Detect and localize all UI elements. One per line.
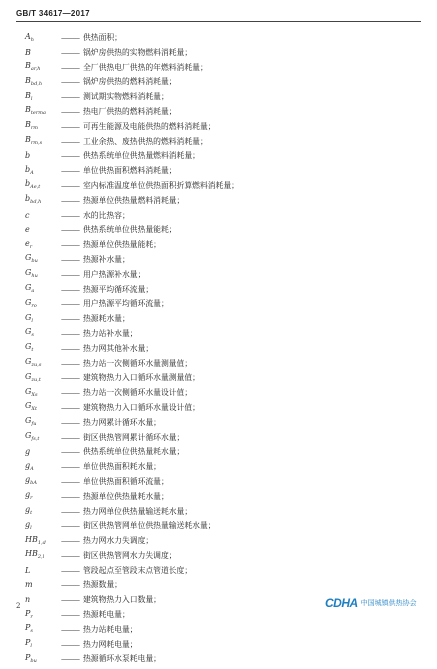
symbol-description: 锅炉房供热的燃料消耗量； [83,77,177,87]
symbol-description: 锅炉房供热的实物燃料消耗量； [83,47,193,57]
symbol-letter: g [25,447,31,457]
symbol-description: 热源补水量； [83,254,130,264]
symbol-row [25,490,425,505]
em-dash: ——— [61,329,79,338]
symbol-subscript: zu,t [31,376,41,383]
em-dash: ——— [61,359,79,368]
symbol-subscript: bd,h [30,80,43,87]
em-dash: ——— [61,566,79,575]
em-dash: ——— [61,78,79,87]
symbol-row [25,416,425,431]
symbol-row [25,652,425,667]
em-dash: ——— [61,300,79,309]
symbol-subscript: Ae,t [30,184,41,191]
symbol-letter: G [25,386,32,396]
symbol-description: 热力网单位供热量输送耗水量； [83,506,193,516]
symbol-row [25,312,425,327]
symbol [25,209,61,224]
publisher-name: 中国城镇供热协会 [360,600,417,607]
symbol-description: 单位供热面积燃料消耗量； [83,166,177,176]
header-rule [16,21,421,22]
symbol-letter: B [25,47,31,57]
symbol-row [25,623,425,638]
em-dash: ——— [61,344,79,353]
symbol-description: 热力网水力失调度； [83,536,154,546]
symbol-subscript: bd,h [30,199,42,206]
symbol-row [25,223,425,238]
symbol-row [25,61,425,76]
symbol-subscript: bu [30,657,37,664]
symbol-row [25,578,425,593]
symbol-description: 单位供热面积循环流量； [83,476,169,486]
symbol-description: 热力站补水量； [83,328,138,338]
symbol-description: 管段起点至管段末点管道长度； [83,565,193,575]
symbol-description: 热力网累计循环水量； [83,417,161,427]
symbol-letter: B [25,75,31,85]
symbol-row [25,268,425,283]
symbol-row [25,105,425,120]
symbol [25,192,61,210]
symbol-subscript: r [30,613,33,620]
symbol-letter: n [25,595,31,605]
symbol-row [25,445,425,460]
em-dash: ——— [61,389,79,398]
symbol-subscript: fu [31,421,37,428]
em-dash: ——— [61,152,79,161]
symbol [25,133,61,151]
symbol-letter: L [25,565,31,575]
symbol-subscript: zu,s [31,362,42,369]
symbol-letter: G [25,371,32,381]
symbol-description: 供热系统单位供热量燃料消耗量； [83,151,200,161]
symbol-letter: b [25,151,31,161]
em-dash: ——— [61,611,79,620]
symbol-subscript: r [29,243,33,250]
symbol [25,429,61,447]
symbol-subscript: 2,l [37,554,45,561]
symbol-description: 全厂供热电厂供热的年燃料消耗量； [83,62,208,72]
symbol-description: 热源循环水泵耗电量； [83,654,161,664]
em-dash: ——— [61,93,79,102]
symbol-row [25,253,425,268]
symbol-subscript: bu [31,258,38,265]
em-dash: ——— [61,403,79,412]
symbol-letter: b [25,194,31,204]
em-dash: ——— [61,63,79,72]
page-number: 2 [16,602,21,610]
symbol-letter: G [25,327,32,337]
symbol-row [25,238,425,253]
symbol-letter: e [25,238,30,248]
symbol-subscript: bA [30,480,37,487]
symbol-description: 热源平均循环流量； [83,284,154,294]
symbol-letter: g [25,475,31,485]
symbol-description: 热力网其他补水量； [83,343,154,353]
symbol-subscript: t [30,510,33,516]
em-dash: ——— [61,226,79,235]
em-dash: ——— [61,122,79,131]
symbol-description: 热力站一次侧循环水量设计值； [83,388,193,398]
symbol-row [25,297,425,312]
symbol-row [25,149,425,164]
em-dash: ——— [61,507,79,516]
symbol-subscript: l [30,643,32,650]
symbol-letter: e [25,225,30,235]
symbol-letter: G [25,297,32,307]
symbol-letter: B [25,90,31,100]
em-dash: ——— [61,596,79,605]
symbol-letter: G [25,401,32,411]
em-dash: ——— [61,181,79,190]
symbol-row [25,371,425,386]
symbol-letter: B [25,135,31,145]
symbol-row [25,283,425,298]
symbol-letter: b [25,179,31,189]
symbol-letter: HB [25,549,38,559]
symbol-description: 街区供热管网累计循环水量； [83,432,185,442]
symbol-subscript: fs,t [31,436,40,443]
symbol-row [25,209,425,224]
symbol-subscript: Xt [31,406,37,413]
symbol-row [25,179,425,194]
symbol-letter: g [25,519,31,529]
em-dash: ——— [61,211,79,220]
symbol-description: 热力站耗电量； [83,624,138,634]
symbol-description: 街区供热管网水力失调度； [83,550,177,560]
symbol-description: 工业余热、废热供热的燃料消耗量； [83,136,208,146]
symbol-row [25,357,425,372]
symbol-subscript: ro [31,302,37,309]
symbol-row [25,194,425,209]
symbol-row [25,505,425,520]
symbol-row [25,75,425,90]
symbol-subscript: terma [30,110,46,117]
symbol-subscript: rm [30,125,39,132]
symbol-letter: B [25,120,31,130]
symbol-subscript: l [31,317,33,324]
symbol-subscript: t [31,347,34,354]
em-dash: ——— [61,137,79,146]
symbol-description: 用户热源平均循环流量； [83,299,169,309]
symbol-subscript: h [30,36,35,43]
em-dash: ——— [61,477,79,486]
symbol-row [25,164,425,179]
symbol-row [25,46,425,61]
symbol-subscript: l [30,95,33,102]
em-dash: ——— [61,270,79,279]
symbol-row [25,549,425,564]
symbol-row [25,564,425,579]
symbol-letter: g [25,505,31,514]
symbol-subscript: rm,s [30,140,43,147]
symbol-letter: G [25,268,32,278]
em-dash: ——— [61,655,79,664]
em-dash: ——— [61,48,79,57]
em-dash: ——— [61,34,79,42]
symbol-description: 热电厂供热的燃料消耗量； [83,106,177,116]
symbol-description: 单位供热面积耗水量； [83,462,161,472]
publisher-logo [325,596,417,610]
symbol-row [25,90,425,105]
em-dash: ——— [61,581,79,590]
em-dash: ——— [61,285,79,294]
symbol-letter: B [25,61,31,71]
symbol-subscript: l [30,524,32,531]
symbol-row [25,31,425,46]
em-dash: ——— [61,640,79,649]
symbol-row [25,401,425,416]
symbol [25,651,61,669]
symbol-description: 建筑物热力入口循环水量测量值； [83,373,200,383]
symbol-row [25,460,425,475]
em-dash: ——— [61,522,79,531]
em-dash: ——— [61,625,79,634]
em-dash: ——— [61,374,79,383]
symbol-description: 热源单位供热量耗水量； [83,491,169,501]
symbol-letter: g [25,490,31,500]
symbol-row [25,519,425,534]
symbol-letter: P [25,608,31,618]
symbol-letter: c [25,210,30,220]
em-dash: ——— [61,315,79,324]
symbol-letter: P [25,638,31,648]
symbol-letter: G [25,357,32,367]
symbol-description: 热力站一次侧循环水量测量值； [83,358,193,368]
symbol-letter: g [25,460,31,470]
symbol-subscript: r [30,495,33,502]
symbol [25,547,61,565]
symbol-letter: m [25,580,33,590]
symbol-row [25,431,425,446]
symbol-description: 用户热源补水量； [83,269,146,279]
symbol-subscript: hu [31,273,38,280]
em-dash: ——— [61,107,79,116]
symbol-description: 热源单位供热量能耗； [83,240,161,250]
symbol [25,578,61,593]
symbol-row [25,120,425,135]
symbol-letter: G [25,342,32,352]
symbol-subscript: A [30,465,34,472]
symbol-subscript: Xs [31,391,38,398]
symbol-subscript: s [30,628,33,635]
symbol-letter: G [25,416,32,426]
em-dash: ——— [61,196,79,205]
symbol-row [25,608,425,623]
symbol-row [25,386,425,401]
symbol-row [25,475,425,490]
symbol-letter: A [25,31,31,41]
symbol-letter: G [25,431,32,441]
em-dash: ——— [61,433,79,442]
standard-number: GB/T 34617—2017 [16,9,90,18]
symbol-letter: HB [25,534,38,544]
em-dash: ——— [61,255,79,264]
symbol-subscript: A [30,169,34,176]
symbol-subscript: ar,h [30,66,41,73]
symbol-letter: P [25,623,31,633]
symbol-description: 热力网耗电量； [83,639,138,649]
symbol-row [25,342,425,357]
symbol-description: 热源数量； [83,580,122,590]
symbol-description: 供热系统单位供热量耗水量； [83,447,185,457]
symbol-description: 热源耗电量； [83,610,130,620]
cdha-logo-icon: CDHA [325,596,358,610]
symbol-row [25,135,425,150]
em-dash: ——— [61,167,79,176]
symbol-letter: b [25,164,31,174]
symbol-list [25,31,425,667]
em-dash: ——— [61,448,79,457]
symbol [25,30,61,48]
symbol-row [25,534,425,549]
symbol [25,564,61,579]
symbol-description: 建筑物热力入口循环水量设计值； [83,402,200,412]
em-dash: ——— [61,492,79,501]
symbol-description: 供热面积； [83,33,122,42]
symbol-subscript: a [31,288,35,295]
symbol-row [25,638,425,653]
em-dash: ——— [61,463,79,472]
em-dash: ——— [61,241,79,250]
symbol-letter: G [25,253,32,263]
symbol-description: 水的比热容； [83,210,130,220]
symbol-subscript: s [31,332,34,339]
symbol-description: 室内标准温度单位供热面积折算燃料消耗量； [83,180,239,190]
symbol-description: 建筑物热力入口数量； [83,595,161,605]
symbol-letter: G [25,312,32,322]
symbol-row [25,327,425,342]
symbol-letter: P [25,652,31,662]
symbol-letter: B [25,105,31,115]
symbol-description: 供热系统单位供热量能耗； [83,225,177,235]
em-dash: ——— [61,551,79,560]
em-dash: ——— [61,537,79,546]
symbol-subscript: 1,d [37,539,46,546]
symbol-description: 测试期实物燃料消耗量； [83,92,169,102]
em-dash: ——— [61,418,79,427]
symbol-description: 热源耗水量； [83,314,130,324]
symbol-letter: G [25,283,32,293]
symbol-description: 街区供热管网单位供热量输送耗水量； [83,521,216,531]
symbol-description: 可再生能源及电能供热的燃料消耗量； [83,121,216,131]
symbol-description: 热源单位供热量燃料消耗量； [83,195,185,205]
